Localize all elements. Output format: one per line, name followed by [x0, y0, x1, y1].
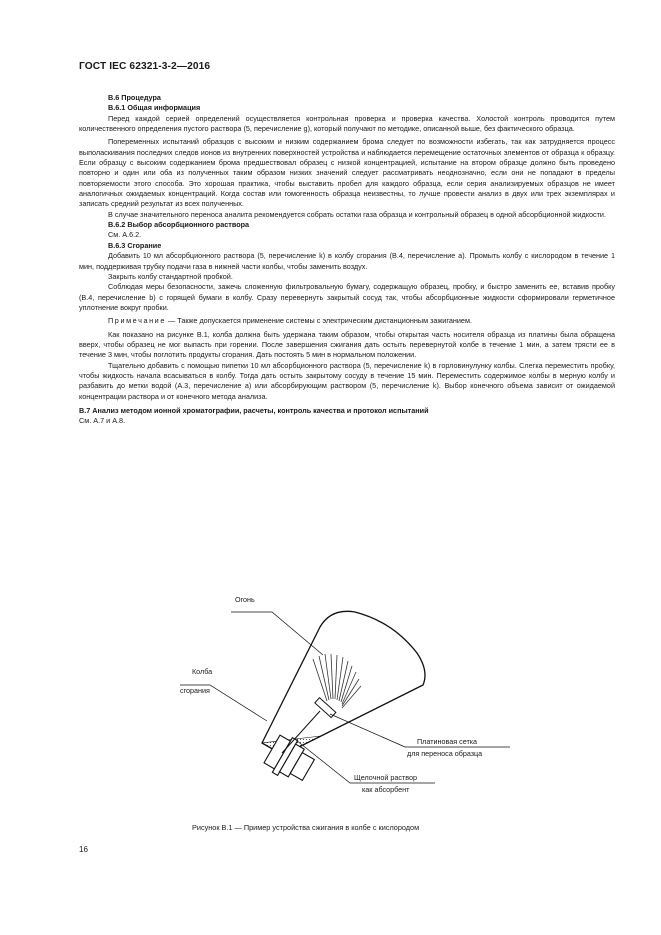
section-b62-title: В.6.2 Выбор абсорбционного раствора [108, 220, 250, 230]
label-fire: Огонь [235, 595, 255, 604]
combustion-flask-diagram [170, 585, 530, 815]
label-mesh-2: для переноса образца [407, 749, 483, 758]
section-b63-title: В.6.3 Сгорание [108, 240, 162, 250]
label-mesh-1: Платиновая сетка [417, 737, 478, 746]
paragraph: Закрыть колбу стандартной пробкой. [108, 271, 233, 281]
section-b61-title: В.6.1 Общая информация [108, 103, 201, 113]
section-b6-title: В.6 Процедура [108, 93, 161, 102]
paragraph: В случае значительного переноса аналита рекомендуется собрать остатки газа образца и контрольный образец в одной абсорбционной жидкости. [108, 209, 606, 219]
label-flask-2: сгорания [180, 686, 210, 695]
figure-b1 [170, 585, 530, 815]
paragraph: Как показано на рисунке В.1, колба должна быть удержана таким образом, чтобы открытая часть носителя образца из платины была обращена вверх, чтобы образец не мог выпасть при горении. После завершения сжигания дать остыть перевернутой колбе в течение 1 мин, а затем трясти ее в течение 3 мин, чтобы поглотить продукты сгорания. Дать постоять 5 мин в нормальном положении. [79, 329, 615, 360]
paragraph: Попеременных испытаний образцов с высоким и низким содержанием брома следует по возможности избегать, так как затрудняется процесс выполаскивания последних следов ионов из внутренних поверхностей устройства и наблюдается перемещение остаточных элементов от образца к образцу. Если образцу с высоким содержанием брома предшествовал образец с низкой концентрацией, испытание на втором образце должно быть проведено повторно и один или оба из полученных таким образом низких значений следует рассматривать неоднозначно, если они не попадают в пределы повторяемости этого способа. Это хорошая практика, чтобы выставить пробел для каждого образца, если серия анализируемых образцов не имеет аналогичных ожидаемых концентраций. Когда состав или гомогенность образца неизвестны, то лучше провести анализ в двух или трех экземплярах и записать средний результат из всех полученных. [79, 137, 615, 209]
label-solution-1: Щелочной раствор [354, 773, 417, 782]
paragraph: Добавить 10 мл абсорбционного раствора (5, перечисление k) в колбу сгорания (В.4, перечисление а). Промыть колбу с кислородом в течение 1 мин, поддерживая трубку подачи газа в нижней части колбы, чтобы заменить воздух. [79, 251, 615, 271]
platinum-mesh [315, 698, 336, 718]
paragraph: Тщательно добавить с помощью пипетки 10 мл абсорбционного раствора (5, перечисление k) в горловинулунку колбы. Слегка переместить пробку, чтобы жидкость начала всасываться в колбу. Тогда дать остыть закрытому сосуду в течение 15 мин. Переместить содержимое колбы в мерную колбу и разбавить до метки водой (А.3, перечисление а) или абсорбирующим раствором (5, перечисление k). Выбор конечного объема зависит от ожидаемой концентрации раствора и от конечного метода анализа. [79, 360, 615, 401]
label-solution-2: как абсорбент [362, 785, 410, 794]
label-flask-1: Колба [192, 667, 213, 676]
paragraph: См. А.6.2. [108, 230, 142, 240]
figure-caption: Рисунок В.1 — Пример устройства сжигания в колбе с кислородом [192, 823, 420, 832]
flask-body [262, 611, 425, 755]
document-body [79, 93, 615, 427]
page-number: 16 [79, 845, 88, 854]
document-header: ГОСТ IEC 62321-3-2—2016 [79, 61, 211, 72]
paragraph: Соблюдая меры безопасности, зажечь сложенную фильтровальную бумагу, содержащую образец, пробку, и быстро заменить ее, вставив пробку (В.4, перечисление b) с горящей бумаги в колбу. Сразу перевернуть закрытый сосуд так, чтобы абсорбционные жидкости сформировали герметичное уплотнение вокруг пробки. [79, 282, 615, 312]
paragraph: Перед каждой серией определений осуществляется контрольная проверка и проверка качества. Холостой контроль проводится путем количественного определения пустого раствора (5, перечисление g), который получают по методике, описанной выше, без фактического образца. [79, 113, 615, 134]
note [79, 316, 615, 326]
note-text: — Также допускается применение системы с электрическим дистанционным зажиганием. [165, 316, 472, 326]
note-label: Примечание [108, 316, 166, 326]
paragraph: См. А.7 и А.8. [79, 416, 126, 426]
section-b7-title: В.7 Анализ методом ионной хроматографии, расчеты, контроль качества и протокол испытаний [79, 405, 429, 415]
